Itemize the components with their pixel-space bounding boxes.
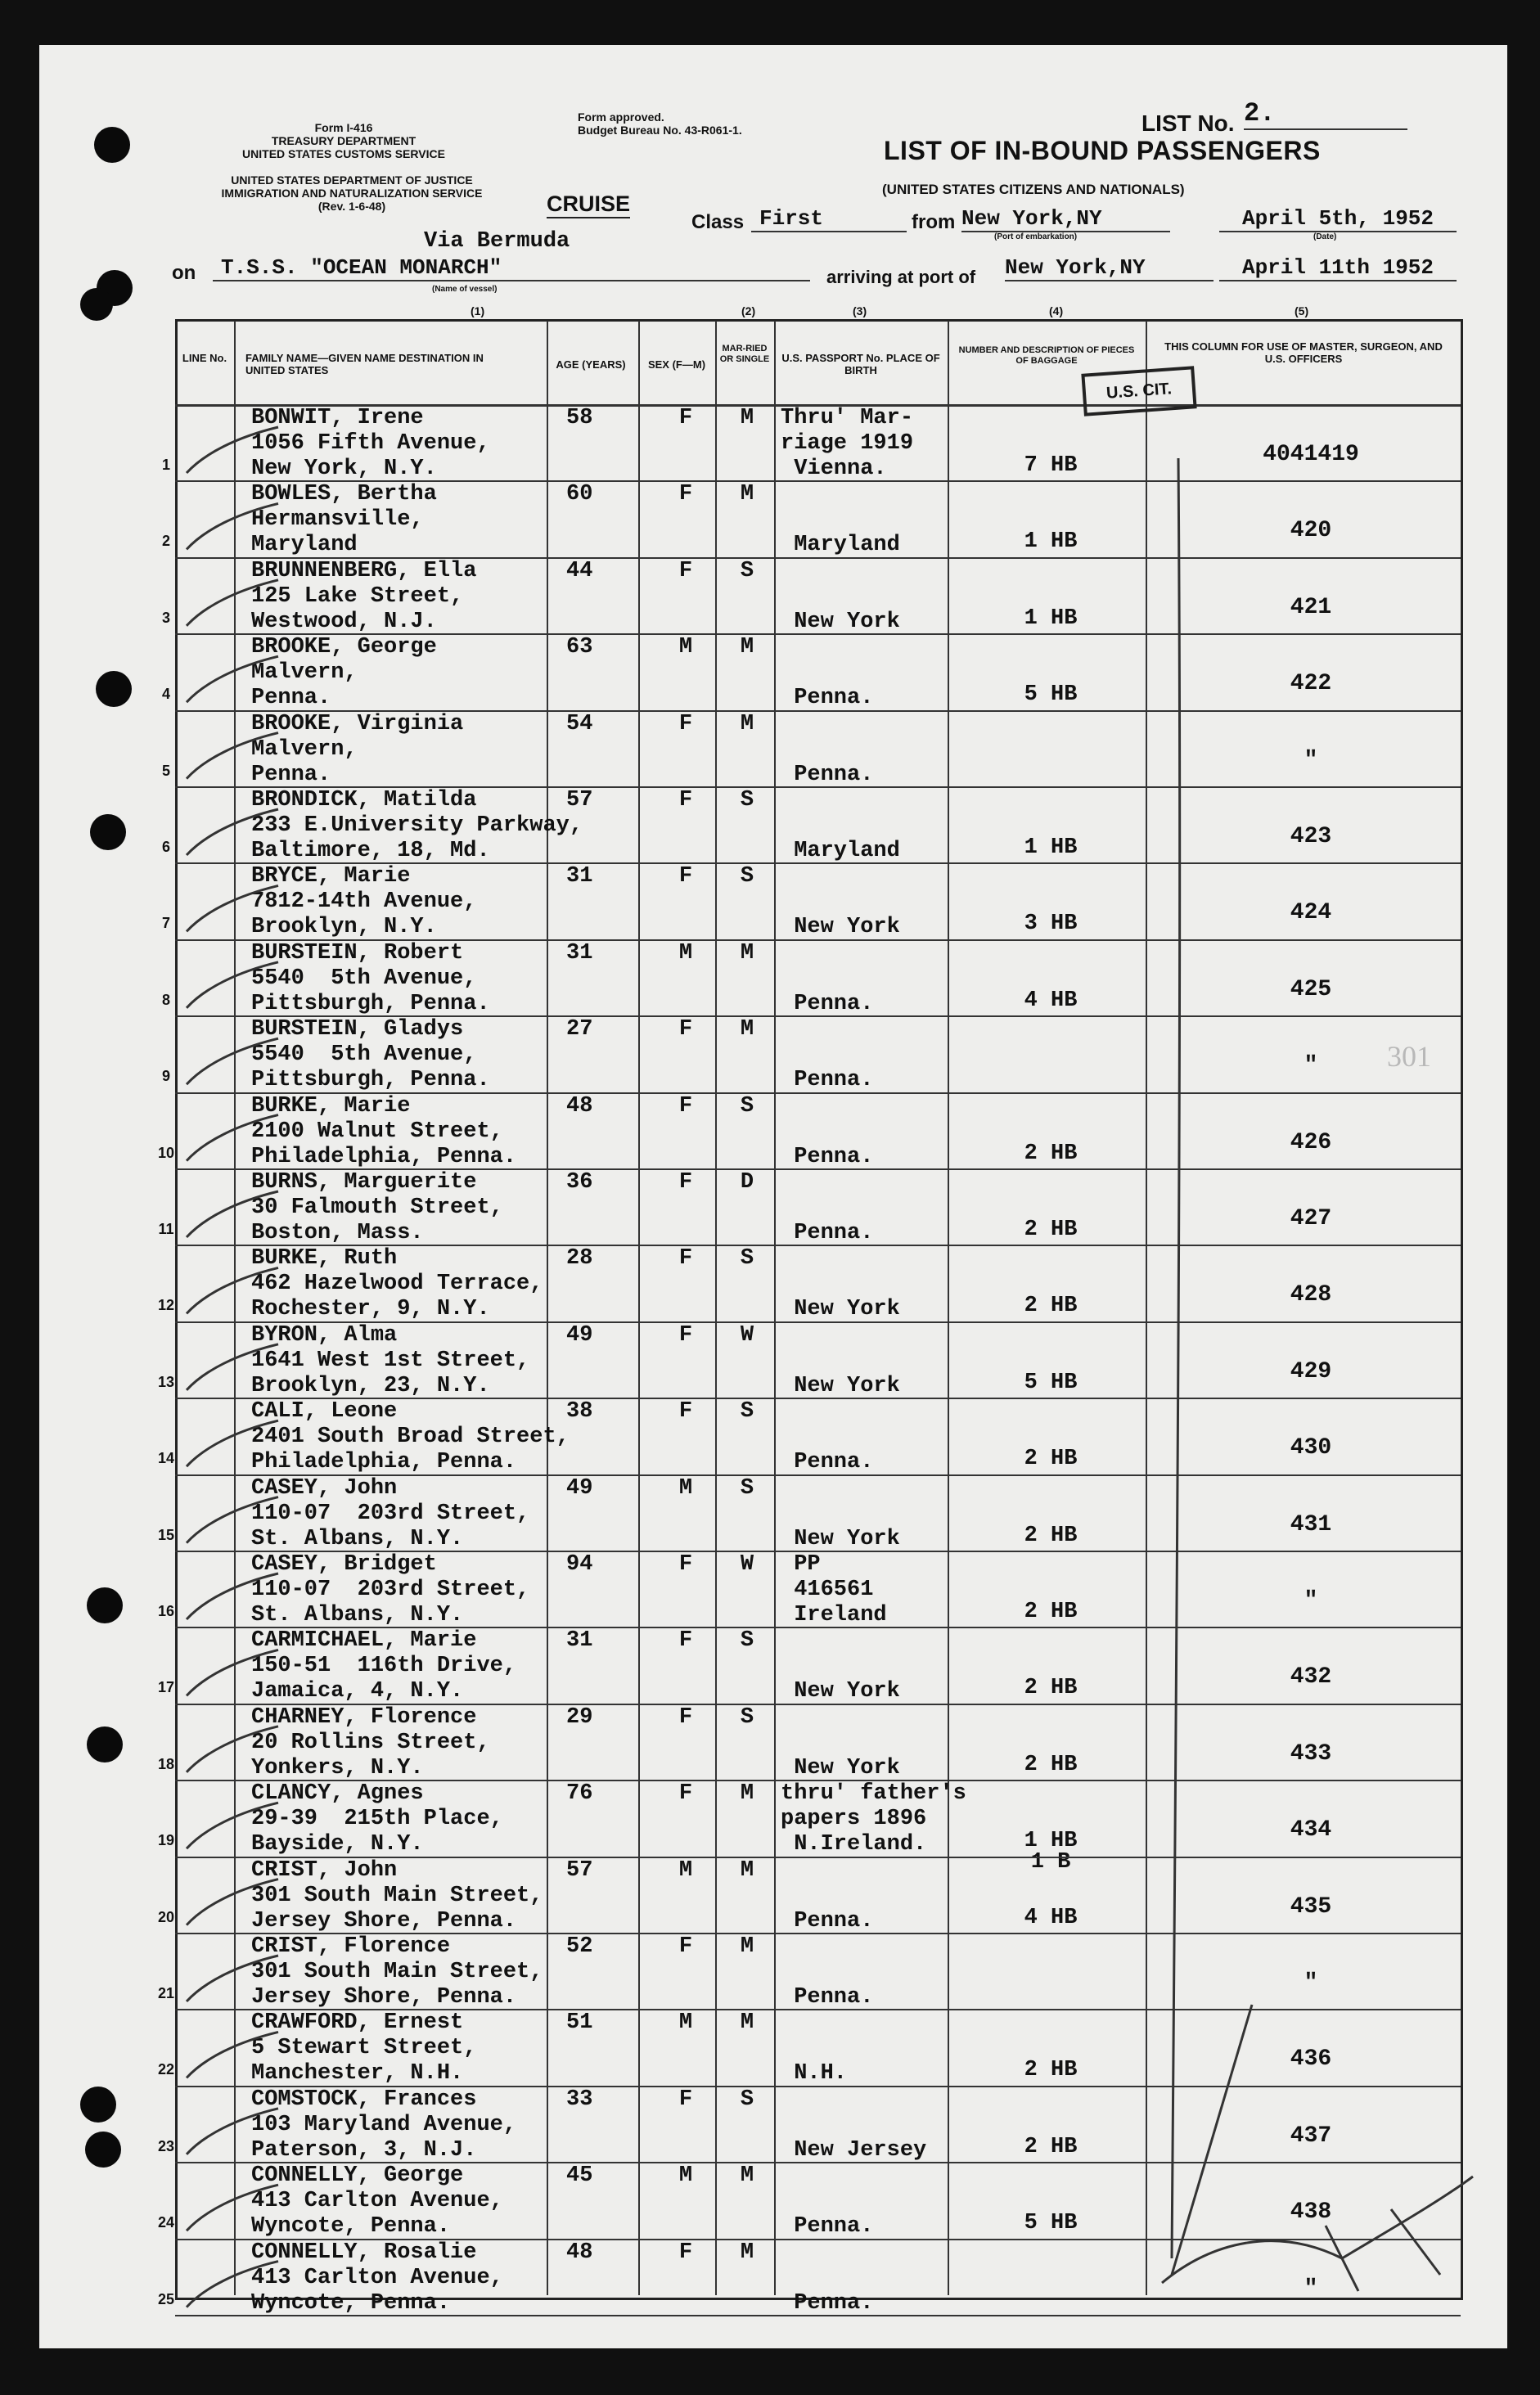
marital-status: M — [740, 1781, 754, 1807]
passenger-sex: F — [678, 1399, 693, 1425]
line-number: 17 — [157, 1679, 175, 1696]
baggage: 2 HB — [1024, 1141, 1078, 1166]
passenger-age: 63 — [566, 635, 593, 660]
place-of-birth: Penna. — [794, 2214, 874, 2240]
passenger-age: 31 — [566, 1628, 593, 1654]
place-of-birth: Penna. — [794, 1068, 874, 1093]
place-of-birth: Penna. — [794, 1908, 874, 1934]
passenger-sex: F — [678, 1934, 693, 1959]
officer-number: 429 — [1290, 1358, 1332, 1384]
col-number-5: (5) — [1295, 304, 1309, 317]
col-number-4: (4) — [1049, 304, 1064, 317]
line-number: 4 — [161, 686, 170, 703]
place-of-birth: Penna. — [794, 686, 874, 711]
marital-status: S — [740, 1628, 754, 1654]
passenger-sex: F — [678, 1322, 693, 1348]
line-number: 21 — [157, 1985, 175, 2001]
baggage: 4 HB — [1024, 988, 1078, 1013]
on-label: on — [172, 262, 196, 284]
officer-number: 436 — [1290, 2046, 1332, 2073]
passenger-sex: M — [678, 1475, 693, 1501]
place-of-birth: Thru' Mar- riage 1919 Vienna. — [781, 406, 914, 481]
place-of-birth: New York — [794, 609, 900, 634]
marital-status: W — [740, 1552, 754, 1577]
approved-text: Form approved. — [578, 110, 664, 124]
passenger-name: CHARNEY, Florence 20 Rollins Street, Yonkers, N.Y. — [251, 1704, 490, 1780]
marital-status: M — [740, 2240, 754, 2265]
line-number: 9 — [161, 1068, 170, 1085]
passenger-age: 45 — [566, 2163, 593, 2189]
passenger-sex: F — [678, 1552, 693, 1577]
passenger-name: CRIST, John 301 South Main Street, Jersey Shore, Penna. — [251, 1857, 543, 1934]
passenger-name: BOWLES, Bertha Hermansville, Maryland — [251, 482, 437, 558]
passenger-age: 48 — [566, 1093, 593, 1119]
passenger-name: BURSTEIN, Robert 5540 5th Avenue, Pittsburgh, Penna. — [251, 940, 490, 1016]
passenger-name: CONNELLY, Rosalie 413 Carlton Avenue, Wyncote, Penna. — [251, 2240, 503, 2316]
check-mark — [187, 2032, 278, 2078]
check-mark — [187, 1956, 278, 2001]
passenger-sex: M — [678, 940, 693, 966]
marital-status: S — [740, 788, 754, 813]
passenger-sex: F — [678, 558, 693, 583]
passenger-age: 76 — [566, 1781, 593, 1807]
marital-status: M — [740, 940, 754, 966]
baggage: 5 HB — [1024, 1370, 1078, 1395]
check-mark — [187, 1803, 278, 1848]
place-of-birth: Penna. — [794, 991, 874, 1016]
diagonal-pencil-line — [1172, 2005, 1252, 2275]
list-no-value: 2. — [1244, 98, 1407, 130]
passenger-name: COMSTOCK, Frances 103 Maryland Avenue, Paterson, 3, N.J. — [251, 2087, 517, 2163]
passenger-sex: F — [678, 1246, 693, 1272]
passenger-age: 31 — [566, 864, 593, 889]
line-number: 19 — [157, 1832, 175, 1849]
check-mark — [187, 2109, 278, 2154]
line-number: 25 — [157, 2290, 175, 2307]
passenger-sex: F — [678, 1781, 693, 1807]
marital-status: M — [740, 1017, 754, 1042]
marital-status: S — [740, 864, 754, 889]
marital-status: S — [740, 1246, 754, 1272]
line-number: 2 — [161, 533, 170, 550]
check-mark — [187, 1573, 278, 1619]
marital-status: S — [740, 1704, 754, 1730]
check-mark — [187, 1038, 278, 1084]
ins-service: IMMIGRATION AND NATURALIZATION SERVICE — [221, 187, 483, 200]
baggage: 2 HB — [1024, 1294, 1078, 1319]
baggage: 2 HB — [1024, 2058, 1078, 2083]
officer-number: " — [1304, 2276, 1318, 2302]
baggage: 2 HB — [1024, 1218, 1078, 1242]
baggage: 5 HB — [1024, 2211, 1078, 2236]
passenger-age: 29 — [566, 1704, 593, 1730]
passenger-name: CRAWFORD, Ernest 5 Stewart Street, Manchester, N.H. — [251, 2010, 477, 2087]
passenger-name: CLANCY, Agnes 29-39 215th Place, Bayside, N.Y. — [251, 1781, 503, 1857]
passenger-age: 27 — [566, 1017, 593, 1042]
passenger-name: BRYCE, Marie 7812-14th Avenue, Brooklyn, N.Y. — [251, 864, 477, 940]
check-mark — [187, 1497, 278, 1543]
passenger-age: 60 — [566, 482, 593, 507]
baggage: 2 HB — [1024, 1523, 1078, 1548]
passenger-name: BURSTEIN, Gladys 5540 5th Avenue, Pittsburgh, Penna. — [251, 1017, 490, 1093]
passenger-name: BURKE, Ruth 462 Hazelwood Terrace, Rochester, 9, N.Y. — [251, 1246, 543, 1322]
baggage: 2 HB — [1024, 1600, 1078, 1624]
check-mark — [187, 1650, 278, 1695]
us-citizen-stamp: U.S. CIT. — [1081, 366, 1196, 416]
col-line-no: LINE No. — [182, 352, 227, 364]
class-value: First — [751, 206, 907, 232]
arrival-date: April 11th 1952 — [1219, 255, 1457, 281]
col-number-3: (3) — [853, 304, 867, 317]
line-number: 24 — [157, 2214, 175, 2231]
check-mark — [187, 503, 278, 549]
from-port: New York,NY — [961, 206, 1170, 232]
place-of-birth: Maryland — [794, 533, 900, 558]
line-number: 1 — [161, 457, 170, 473]
customs-service: UNITED STATES CUSTOMS SERVICE — [242, 147, 445, 160]
passenger-sex: M — [678, 2010, 693, 2036]
passenger-sex: F — [678, 482, 693, 507]
officer-number: 432 — [1290, 1664, 1332, 1690]
officer-number: 423 — [1290, 824, 1332, 849]
col-age: AGE (YEARS) — [556, 358, 626, 371]
passenger-sex: F — [678, 864, 693, 889]
officer-number: 433 — [1290, 1740, 1332, 1767]
check-mark — [187, 809, 278, 855]
line-number: 18 — [157, 1755, 175, 1772]
officer-number: 434 — [1290, 1817, 1332, 1844]
check-mark — [187, 1880, 278, 1925]
check-mark — [187, 2262, 278, 2307]
baggage: 1 HB — [1024, 606, 1078, 631]
baggage: 2 HB — [1024, 1752, 1078, 1777]
passenger-age: 49 — [566, 1475, 593, 1501]
officer-number: 420 — [1290, 518, 1332, 544]
revision: (Rev. 1-6-48) — [317, 200, 386, 213]
arrival-port: New York,NY — [1005, 255, 1214, 281]
place-of-birth: Penna. — [794, 1221, 874, 1245]
baggage: 4 HB — [1024, 1905, 1078, 1930]
marital-status: M — [740, 482, 754, 507]
passenger-name: BURNS, Marguerite 30 Falmouth Street, Boston, Mass. — [251, 1170, 503, 1245]
line-number: 22 — [157, 2061, 175, 2078]
line-number: 14 — [157, 1450, 175, 1467]
passenger-age: 57 — [566, 788, 593, 813]
officer-number: " — [1304, 747, 1318, 773]
marital-status: M — [740, 2163, 754, 2189]
arriving-label: arriving at port of — [826, 267, 976, 287]
officer-number: 425 — [1290, 976, 1332, 1002]
passenger-age: 94 — [566, 1552, 593, 1577]
place-of-birth: Penna. — [794, 1144, 874, 1169]
treasury-dept: TREASURY DEPARTMENT — [271, 134, 417, 147]
officer-number: " — [1304, 1970, 1318, 1996]
marital-status: M — [740, 1934, 754, 1959]
marital-status: S — [740, 1093, 754, 1119]
passenger-age: 28 — [566, 1246, 593, 1272]
vessel-name: T.S.S. "OCEAN MONARCH" — [213, 255, 810, 281]
passenger-sex: F — [678, 1628, 693, 1654]
place-of-birth: New York — [794, 1297, 900, 1322]
marital-status: M — [740, 1857, 754, 1883]
place-of-birth: N.H. — [794, 2061, 848, 2087]
marital-status: M — [740, 406, 754, 430]
officer-number: 426 — [1290, 1129, 1332, 1155]
place-of-birth: Penna. — [794, 2290, 874, 2316]
marital-status: M — [740, 635, 754, 660]
officer-number: 438 — [1290, 2199, 1332, 2226]
officer-number: 437 — [1290, 2123, 1332, 2149]
line-number: 8 — [161, 991, 170, 1008]
marital-status: S — [740, 1475, 754, 1501]
passenger-sex: M — [678, 635, 693, 660]
place-of-birth: Penna. — [794, 1450, 874, 1475]
marital-status: S — [740, 558, 754, 583]
passenger-age: 58 — [566, 406, 593, 430]
passenger-age: 38 — [566, 1399, 593, 1425]
check-mark — [187, 1420, 278, 1466]
passenger-name: CASEY, John 110-07 203rd Street, St. Albans, N.Y. — [251, 1475, 530, 1551]
date-caption: (Date) — [1313, 232, 1337, 241]
baggage: 2 HB — [1024, 1676, 1078, 1701]
place-of-birth: New York — [794, 1373, 900, 1398]
passenger-sex: F — [678, 788, 693, 813]
passenger-age: 48 — [566, 2240, 593, 2265]
col-married: MAR-RIED OR SINGLE — [719, 344, 770, 364]
col-officers: THIS COLUMN FOR USE OF MASTER, SURGEON, AND U.S. OFFICERS — [1164, 340, 1443, 365]
class-label: Class — [691, 211, 745, 233]
officer-number: 427 — [1290, 1206, 1332, 1231]
line-number: 11 — [158, 1221, 174, 1237]
page-title: LIST OF IN-BOUND PASSENGERS — [884, 136, 1321, 165]
baggage: 7 HB — [1024, 453, 1078, 478]
passenger-age: 52 — [566, 1934, 593, 1959]
baggage: 1 HB 1 B — [1024, 1829, 1078, 1875]
line-number: 23 — [157, 2137, 175, 2154]
line-number: 6 — [161, 839, 170, 855]
officer-number: 422 — [1290, 671, 1332, 697]
line-number: 16 — [157, 1603, 175, 1619]
place-of-birth: New York — [794, 1526, 900, 1551]
baggage: 2 HB — [1024, 2134, 1078, 2159]
passenger-name: BYRON, Alma 1641 West 1st Street, Brooklyn, 23, N.Y. — [251, 1322, 530, 1398]
marital-status: M — [740, 2010, 754, 2036]
marital-status: S — [740, 1399, 754, 1425]
col-number-1: (1) — [471, 304, 485, 317]
marital-status: M — [740, 711, 754, 736]
line-number: 10 — [157, 1144, 175, 1161]
passenger-age: 44 — [566, 558, 593, 583]
officer-number: 4041419 — [1263, 442, 1359, 467]
line-number: 12 — [157, 1297, 175, 1314]
line-number: 5 — [161, 762, 170, 779]
passenger-name: CARMICHAEL, Marie 150-51 116th Drive, Jamaica, 4, N.Y. — [251, 1628, 517, 1704]
passenger-sex: F — [678, 406, 693, 430]
page-subtitle: (UNITED STATES CITIZENS AND NATIONALS) — [882, 182, 1185, 197]
margin-number: 301 — [1387, 1040, 1431, 1073]
line-number: 13 — [157, 1373, 175, 1390]
passenger-sex: F — [678, 2240, 693, 2265]
check-mark — [187, 427, 278, 473]
passenger-sex: M — [678, 1857, 693, 1883]
justice-dept: UNITED STATES DEPARTMENT OF JUSTICE — [231, 173, 473, 187]
marital-status: S — [740, 2087, 754, 2112]
officer-number: 435 — [1290, 1893, 1332, 1920]
place-of-birth: New York — [794, 915, 900, 940]
passenger-name: CONNELLY, George 413 Carlton Avenue, Wyncote, Penna. — [251, 2163, 503, 2240]
check-mark — [187, 2185, 278, 2231]
check-mark — [187, 962, 278, 1008]
from-label: from — [912, 211, 956, 233]
passenger-age: 49 — [566, 1322, 593, 1348]
place-of-birth: Penna. — [794, 1985, 874, 2010]
baggage: 2 HB — [1024, 1447, 1078, 1472]
check-mark — [187, 1191, 278, 1237]
passenger-name: BRONDICK, Matilda 233 E.University Parkway, Baltimore, 18, Md. — [251, 788, 583, 863]
check-mark — [187, 1344, 278, 1390]
check-mark — [187, 1267, 278, 1313]
passenger-name: BURKE, Marie 2100 Walnut Street, Philadelphia, Penna. — [251, 1093, 517, 1169]
place-of-birth: Maryland — [794, 839, 900, 863]
officer-number: 424 — [1290, 900, 1332, 926]
place-of-birth: New York — [794, 1755, 900, 1780]
col-number-2: (2) — [741, 304, 756, 317]
officer-number: 430 — [1290, 1435, 1332, 1461]
officer-number: " — [1304, 1053, 1318, 1079]
passenger-sex: F — [678, 1704, 693, 1730]
passenger-name: BROOKE, George Malvern, Penna. — [251, 635, 437, 711]
check-mark — [187, 885, 278, 931]
check-mark — [187, 1726, 278, 1772]
place-of-birth: PP 416561 Ireland — [794, 1552, 887, 1627]
passenger-sex: F — [678, 711, 693, 736]
passenger-sex: F — [678, 2087, 693, 2112]
place-of-birth: New Jersey — [794, 2137, 927, 2163]
marital-status: D — [740, 1170, 754, 1195]
line-number: 7 — [161, 915, 170, 932]
passenger-age: 51 — [566, 2010, 593, 2036]
baggage: 3 HB — [1024, 912, 1078, 937]
col-passport: U.S. PASSPORT No. PLACE OF BIRTH — [781, 352, 940, 376]
signature-scribble — [1162, 2177, 1473, 2291]
passenger-name: BONWIT, Irene 1056 Fifth Avenue, New York, N.Y. — [251, 406, 490, 481]
cruise-label: CRUISE — [547, 191, 630, 218]
check-mark — [187, 733, 278, 779]
passenger-name: CRIST, Florence 301 South Main Street, Jersey Shore, Penna. — [251, 1934, 543, 2010]
passenger-sex: F — [678, 1170, 693, 1195]
col-sex: SEX (F—M) — [647, 358, 706, 371]
passenger-age: 54 — [566, 711, 593, 736]
place-of-birth: thru' father's papers 1896 N.Ireland. — [781, 1781, 966, 1857]
passenger-name: CALI, Leone 2401 South Broad Street, Philadelphia, Penna. — [251, 1399, 570, 1475]
place-of-birth: Penna. — [794, 762, 874, 787]
passenger-sex: F — [678, 1093, 693, 1119]
line-number: 20 — [157, 1908, 175, 1925]
passenger-age: 31 — [566, 940, 593, 966]
passenger-name: CASEY, Bridget 110-07 203rd Street, St. Albans, N.Y. — [251, 1552, 530, 1627]
passenger-age: 36 — [566, 1170, 593, 1195]
passenger-sex: F — [678, 1017, 693, 1042]
port-embark-caption: (Port of embarkation) — [994, 232, 1078, 241]
col-baggage: NUMBER AND DESCRIPTION OF PIECES OF BAGGAGE — [958, 345, 1135, 366]
place-of-birth: New York — [794, 1679, 900, 1704]
passenger-age: 57 — [566, 1857, 593, 1883]
baggage: 1 HB — [1024, 529, 1078, 555]
budget-text: Budget Bureau No. 43-R061-1. — [578, 124, 742, 137]
passenger-sex: M — [678, 2163, 693, 2189]
via-bermuda: Via Bermuda — [424, 229, 570, 254]
line-number: 15 — [157, 1526, 175, 1543]
line-number: 3 — [161, 609, 170, 626]
passenger-name: BROOKE, Virginia Malvern, Penna. — [251, 711, 464, 787]
check-mark — [187, 656, 278, 702]
list-no-label: LIST No. — [1141, 110, 1235, 136]
officer-number: " — [1304, 1588, 1318, 1614]
depart-date: April 5th, 1952 — [1219, 206, 1457, 232]
officer-number: 428 — [1290, 1282, 1332, 1308]
passenger-name: BRUNNENBERG, Ella 125 Lake Street, Westwood, N.J. — [251, 558, 477, 634]
passenger-age: 33 — [566, 2087, 593, 2112]
officer-number: 431 — [1290, 1511, 1332, 1537]
baggage: 5 HB — [1024, 682, 1078, 708]
check-mark — [187, 580, 278, 626]
baggage: 1 HB — [1024, 835, 1078, 860]
marital-status: W — [740, 1322, 754, 1348]
col-name: FAMILY NAME—GIVEN NAME DESTINATION IN UNITED STATES — [245, 352, 484, 376]
officer-number: 421 — [1290, 594, 1332, 620]
check-mark — [187, 1115, 278, 1161]
form-number: Form I-416 — [314, 121, 373, 134]
vessel-caption: (Name of vessel) — [432, 285, 498, 294]
vertical-pencil-line — [1172, 458, 1180, 2258]
